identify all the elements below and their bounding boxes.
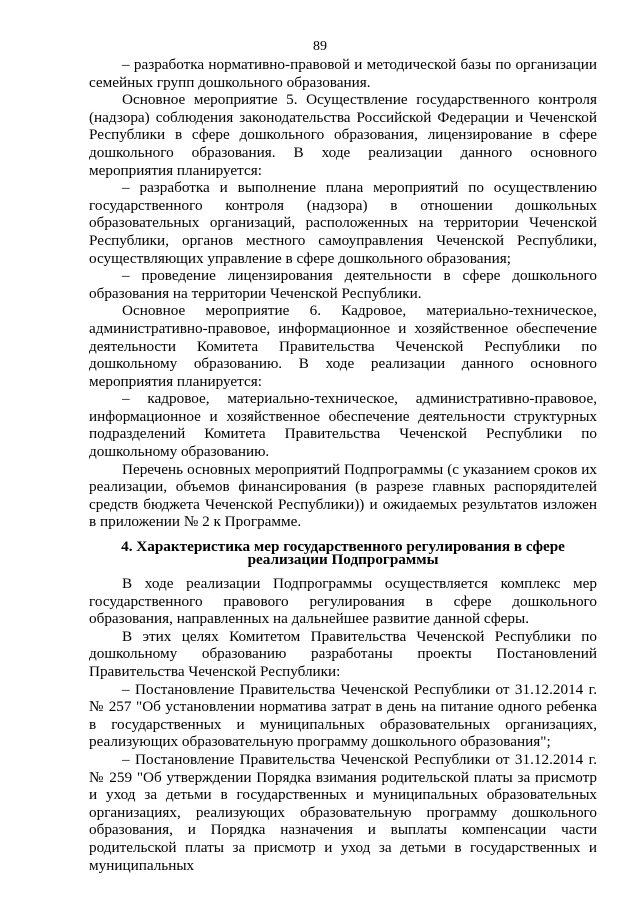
page-content xyxy=(89,56,597,874)
paragraph-item: – разработка и выполнение плана мероприятий по осуществлению государственного контроля (надзора) в отношении дошкольных образовательных организаций, расположенных на территории Чеченской Республики, органов местного самоуправления Чеченской Республики, осуществляющих управление в сфере дошкольного образования; xyxy=(89,179,597,267)
section-heading xyxy=(89,539,597,567)
paragraph-item: – разработка нормативно-правовой и методической базы по организации семейных групп дошкольного образования. xyxy=(89,56,597,91)
section-heading-line-2: реализации Подпрограммы xyxy=(247,551,439,569)
paragraph-resolution-259: – Постановление Правительства Чеченской Республики от 31.12.2014 г. № 259 "Об утверждении Порядка взимания родительской платы за присмотр и уход за детьми в государственных и муниципальных образовательных организациях, реализующих образовательную программу дошкольного образования, и Порядка назначения и выплаты компенсации части родительской платы за присмотр и уход за детьми в государственных и муниципальных xyxy=(89,750,597,874)
paragraph-regulation-projects: В этих целях Комитетом Правительства Чеченской Республики по дошкольному образованию разработаны проекты Постановлений Правительства Чеченской Республики: xyxy=(89,627,597,680)
paragraph-activity-5: Основное мероприятие 5. Осуществление государственного контроля (надзора) соблюдения законодательства Российской Федерации и Чеченской Республики в сфере дошкольного образования, лицензирование в сфере дошкольного образования. В ходе реализации данного основного мероприятия планируется: xyxy=(89,91,597,179)
paragraph-summary: Перечень основных мероприятий Подпрограммы (с указанием сроков их реализации, объемов финансирования (в разрезе главных распорядителей средств бюджета Чеченской Республики)) и ожидаемых результатов изложен в приложении № 2 к Программе. xyxy=(89,460,597,531)
section-heading-line-1: 4. Характеристика мер государственного регулирования в сфере xyxy=(121,538,565,556)
heading-spacer xyxy=(89,567,597,575)
paragraph-regulation-intro: В ходе реализации Подпрограммы осуществляется комплекс мер государственного правового регулирования в сфере дошкольного образования, направленных на дальнейшее развитие данной сферы. xyxy=(89,575,597,628)
paragraph-item: – проведение лицензирования деятельности в сфере дошкольного образования на территории Чеченской Республики. xyxy=(89,267,597,302)
paragraph-activity-6: Основное мероприятие 6. Кадровое, материально-техническое, административно-правовое, информационное и хозяйственное обеспечение деятельности Комитета Правительства Чеченской Республики по дошкольному образованию. В ходе реализации данного основного мероприятия планируется: xyxy=(89,302,597,390)
paragraph-resolution-257: – Постановление Правительства Чеченской Республики от 31.12.2014 г. № 257 "Об установлении норматива затрат в день на питание одного ребенка в государственных и муниципальных образовательных организациях, реализующих образовательную программу дошкольного образования"; xyxy=(89,680,597,751)
paragraph-item: – кадровое, материально-техническое, административно-правовое, информационное и хозяйственное обеспечение деятельности структурных подразделений Комитета Правительства Чеченской Республики по дошкольному образованию. xyxy=(89,390,597,461)
page-number: 89 xyxy=(313,39,327,54)
